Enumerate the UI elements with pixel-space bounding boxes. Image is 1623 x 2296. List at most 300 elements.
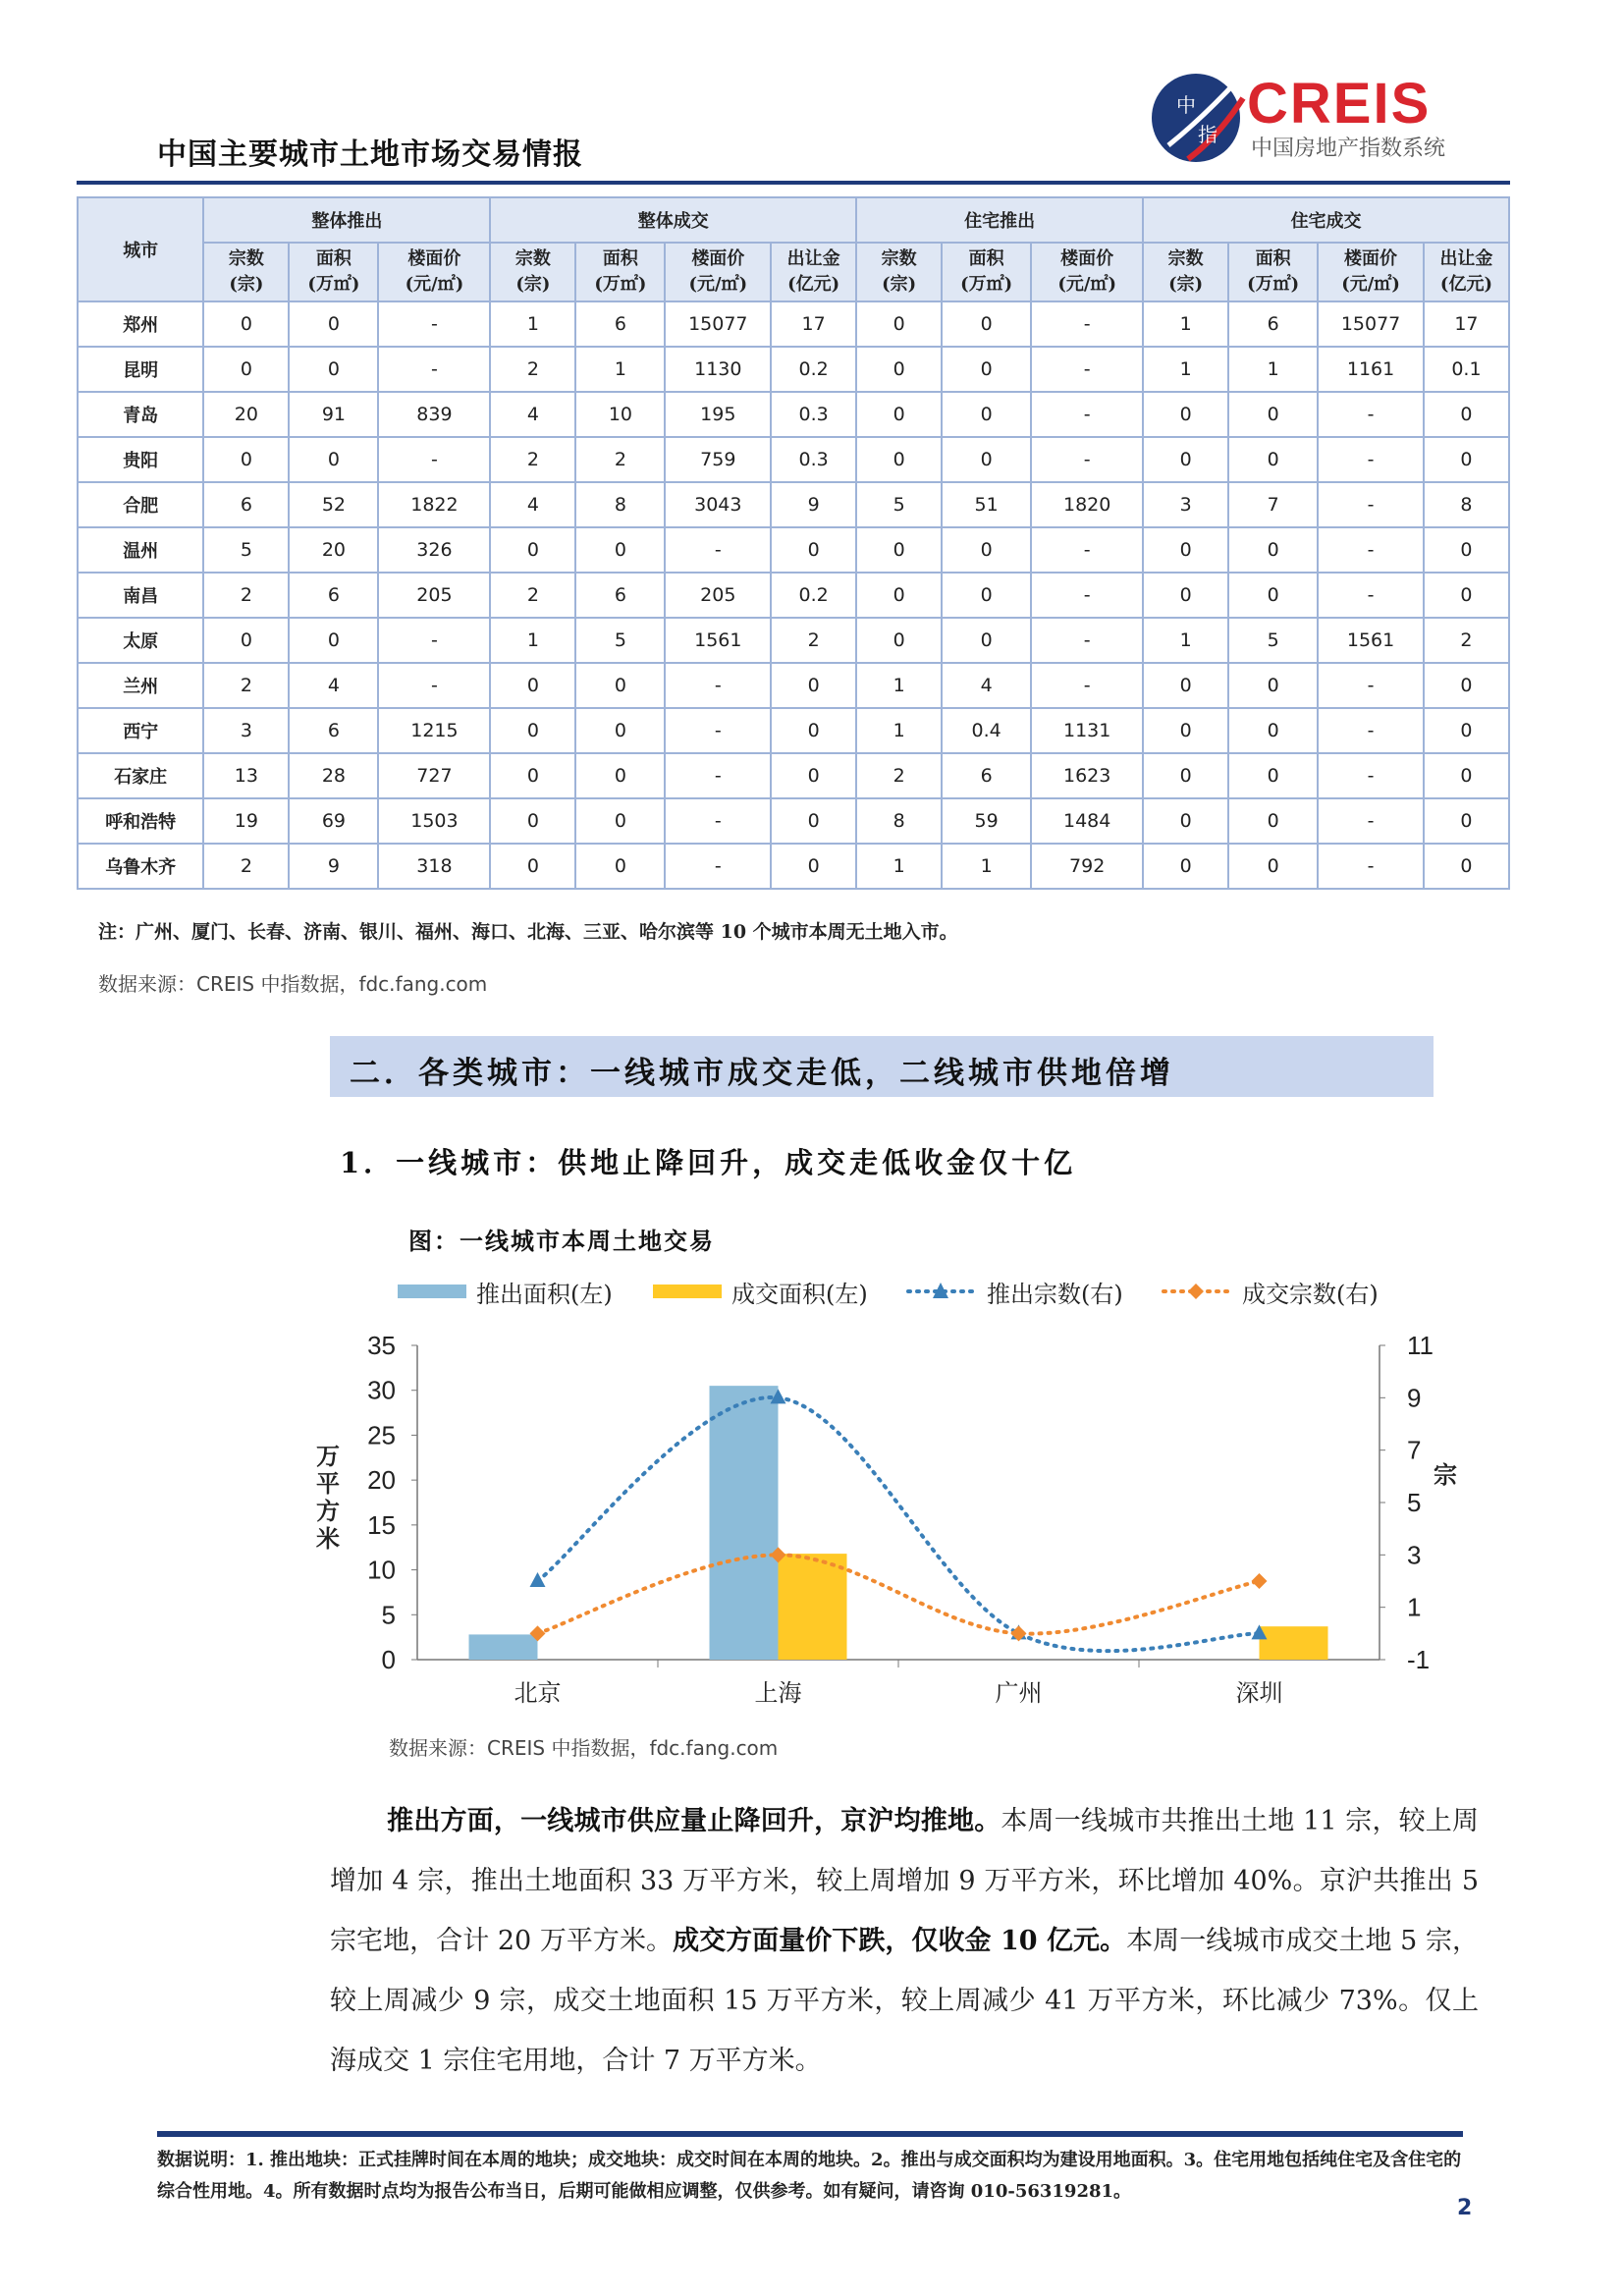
table-cell: 3 [203, 708, 289, 753]
city-cell: 温州 [78, 527, 203, 573]
column-header [1318, 243, 1424, 301]
table-cell: 6 [289, 708, 378, 753]
table-cell: 0 [1143, 753, 1228, 798]
table-cell: 4 [942, 663, 1031, 708]
table-source: 数据来源：CREIS 中指数据，fdc.fang.com [98, 972, 488, 996]
right-tick-label: 1 [1407, 1592, 1422, 1622]
city-cell: 兰州 [78, 663, 203, 708]
table-cell: 1 [942, 844, 1031, 889]
city-cell: 西宁 [78, 708, 203, 753]
table-cell: 4 [490, 482, 575, 527]
left-tick-label: 30 [367, 1375, 396, 1405]
table-cell: - [665, 527, 771, 573]
table-cell: 28 [289, 753, 378, 798]
column-header [771, 243, 856, 301]
city-land-table [77, 196, 1510, 890]
table-cell: 8 [1424, 482, 1509, 527]
table-cell: - [378, 663, 490, 708]
table-cell: 0 [1143, 392, 1228, 437]
table-row [78, 844, 1509, 889]
column-header-unit: (宗) [1168, 274, 1204, 295]
city-cell: 青岛 [78, 392, 203, 437]
table-cell: 0 [1424, 527, 1509, 573]
table-cell: 1 [490, 301, 575, 347]
table-cell: 0 [490, 527, 575, 573]
column-header-unit: (元/㎡) [688, 274, 748, 295]
table-cell: 1161 [1318, 347, 1424, 392]
table-cell: 0 [575, 708, 665, 753]
table-cell: 759 [665, 437, 771, 482]
table-cell: 0 [771, 798, 856, 844]
table-cell: 0 [1143, 573, 1228, 618]
table-cell: 2 [771, 618, 856, 663]
city-cell: 石家庄 [78, 753, 203, 798]
table-cell: 52 [289, 482, 378, 527]
bar-transacted-area [1260, 1626, 1328, 1660]
table-cell: - [665, 753, 771, 798]
group-header: 住宅推出 [856, 197, 1143, 243]
column-header-label: 楼面价 [691, 248, 745, 269]
table-cell: 0 [1228, 437, 1318, 482]
table-cell: 6 [289, 573, 378, 618]
column-header-label: 楼面价 [1060, 248, 1114, 269]
left-tick-label: 5 [381, 1600, 396, 1630]
table-cell: 59 [942, 798, 1031, 844]
table-cell: 0 [289, 618, 378, 663]
table-cell: 91 [289, 392, 378, 437]
table-row [78, 437, 1509, 482]
table-row [78, 527, 1509, 573]
table-cell: 6 [575, 573, 665, 618]
table-cell: 0 [1143, 527, 1228, 573]
table-cell: - [1318, 663, 1424, 708]
body-paragraph [330, 1791, 1479, 2091]
table-cell: 0 [942, 618, 1031, 663]
table-cell: 1 [856, 708, 942, 753]
group-header: 整体成交 [490, 197, 856, 243]
x-tick-label: 上海 [754, 1679, 802, 1707]
column-header-label: 宗数 [881, 248, 917, 269]
table-cell: 1 [490, 618, 575, 663]
table-cell: 1561 [665, 618, 771, 663]
table-cell: 2 [856, 753, 942, 798]
table-cell: 0 [1228, 708, 1318, 753]
table-cell: 0.3 [771, 437, 856, 482]
table-cell: 727 [378, 753, 490, 798]
table-cell: - [1031, 437, 1143, 482]
table-cell: 2 [203, 844, 289, 889]
table-cell: 1 [856, 844, 942, 889]
group-header: 住宅成交 [1143, 197, 1509, 243]
table-cell: 0 [490, 663, 575, 708]
table-cell: 4 [289, 663, 378, 708]
first-tier-land-chart [295, 1267, 1457, 1719]
table-cell: 2 [575, 437, 665, 482]
table-cell: - [1031, 618, 1143, 663]
table-cell: 0 [1424, 798, 1509, 844]
table-cell: - [1318, 753, 1424, 798]
column-header-unit: (万㎡) [594, 274, 647, 295]
table-cell: 3043 [665, 482, 771, 527]
table-cell: 0.4 [942, 708, 1031, 753]
column-header-label: 楼面价 [1344, 248, 1398, 269]
table-cell: 5 [856, 482, 942, 527]
column-header-label: 楼面价 [407, 248, 461, 269]
table-cell: 10 [575, 392, 665, 437]
column-header-label: 面积 [1255, 248, 1291, 269]
table-cell: 1503 [378, 798, 490, 844]
table-cell: 6 [575, 301, 665, 347]
table-cell: 326 [378, 527, 490, 573]
table-note: 注：广州、厦门、长春、济南、银川、福州、海口、北海、三亚、哈尔滨等 10 个城市本周无土地入市。 [98, 921, 958, 943]
right-tick-label: -1 [1407, 1645, 1431, 1674]
left-axis-label: 万平方米 [311, 1444, 341, 1554]
table-cell: - [1031, 573, 1143, 618]
table-row [78, 482, 1509, 527]
column-header [856, 243, 942, 301]
table-cell: 1484 [1031, 798, 1143, 844]
table-cell: 0 [203, 301, 289, 347]
table-cell: 0.1 [1424, 347, 1509, 392]
table-cell: - [1318, 798, 1424, 844]
column-header-unit: (宗) [882, 274, 917, 295]
table-row [78, 573, 1509, 618]
left-tick-label: 10 [367, 1555, 396, 1585]
right-tick-label: 3 [1407, 1540, 1422, 1570]
table-row [78, 708, 1509, 753]
footer-note: 数据说明：1. 推出地块：正式挂牌时间在本周的地块；成交地块：成交时间在本周的地块。2。推出与成交面积均为建设用地面积。3。住宅用地包括纯住宅及含住宅的综合性用地。4。所有数据时点均为报告公布当日，后期可能做相应调整，仅供参考。如有疑问，请咨询 010-56319281。 [157, 2150, 1462, 2202]
table-cell: 0 [490, 708, 575, 753]
table-cell: 0 [1228, 663, 1318, 708]
legend-swatch [653, 1285, 722, 1298]
left-tick-label: 15 [367, 1509, 396, 1540]
table-cell: 5 [575, 618, 665, 663]
table-cell: 6 [203, 482, 289, 527]
table-row [78, 347, 1509, 392]
column-header-label: 出让金 [786, 248, 840, 269]
column-header-label: 出让金 [1439, 248, 1493, 269]
table-cell: - [665, 708, 771, 753]
diamond-marker [1252, 1573, 1268, 1589]
table-row [78, 753, 1509, 798]
column-header [575, 243, 665, 301]
column-header [203, 243, 289, 301]
table-cell: 8 [856, 798, 942, 844]
legend-label: 成交面积(左) [731, 1281, 868, 1308]
table-cell: 15077 [665, 301, 771, 347]
table-cell: 0 [771, 663, 856, 708]
column-header [378, 243, 490, 301]
column-header-label: 宗数 [1167, 248, 1204, 269]
logo-glyph-2: 指 [1198, 123, 1217, 146]
table-row [78, 663, 1509, 708]
chart-source: 数据来源：CREIS 中指数据，fdc.fang.com [389, 1736, 779, 1760]
city-cell: 南昌 [78, 573, 203, 618]
table-cell: 0 [856, 437, 942, 482]
table-cell: 1822 [378, 482, 490, 527]
table-cell: 17 [771, 301, 856, 347]
table-cell: 2 [490, 573, 575, 618]
table-cell: - [665, 844, 771, 889]
table-cell: 0 [289, 301, 378, 347]
table-cell: 0 [203, 437, 289, 482]
report-title: 中国主要城市土地市场交易情报 [157, 137, 583, 172]
column-header-unit: (元/㎡) [1057, 274, 1116, 295]
table-cell: 2 [203, 663, 289, 708]
table-cell: 3 [1143, 482, 1228, 527]
table-cell: 1561 [1318, 618, 1424, 663]
table-cell: 0.2 [771, 347, 856, 392]
city-cell: 合肥 [78, 482, 203, 527]
table-cell: 4 [490, 392, 575, 437]
table-cell: 0 [575, 844, 665, 889]
column-header-unit: (万㎡) [960, 274, 1013, 295]
column-header-unit: (万㎡) [307, 274, 360, 295]
table-cell: 205 [665, 573, 771, 618]
table-cell: 0 [1143, 708, 1228, 753]
column-header-unit: (亿元) [787, 274, 840, 295]
table-cell: 0 [942, 347, 1031, 392]
header-divider [77, 181, 1510, 185]
column-header [289, 243, 378, 301]
left-tick-label: 35 [367, 1331, 396, 1360]
column-header-unit: (亿元) [1439, 274, 1492, 295]
table-cell: 20 [289, 527, 378, 573]
city-header: 城市 [78, 197, 203, 301]
table-cell: 1 [1143, 301, 1228, 347]
table-cell: 0 [289, 437, 378, 482]
table-cell: - [1318, 482, 1424, 527]
table-row [78, 618, 1509, 663]
table-cell: 15077 [1318, 301, 1424, 347]
column-header-label: 宗数 [514, 248, 551, 269]
table-cell: 0 [856, 618, 942, 663]
table-cell: 0 [1424, 753, 1509, 798]
table-cell: 2 [1424, 618, 1509, 663]
table-cell: 13 [203, 753, 289, 798]
table-cell: 6 [942, 753, 1031, 798]
logo-subtitle: 中国房地产指数系统 [1251, 137, 1446, 161]
legend-marker [1188, 1284, 1204, 1299]
table-cell: - [378, 437, 490, 482]
table-cell: 205 [378, 573, 490, 618]
right-tick-label: 9 [1407, 1383, 1422, 1413]
table-cell: 792 [1031, 844, 1143, 889]
page-number: 2 [1457, 2196, 1473, 2220]
group-header: 整体推出 [203, 197, 490, 243]
table-cell: 0 [856, 527, 942, 573]
bar-launched-area [469, 1634, 538, 1660]
table-cell: 0 [771, 753, 856, 798]
table-cell: 5 [1228, 618, 1318, 663]
table-cell: 0 [575, 527, 665, 573]
table-cell: 1 [1228, 347, 1318, 392]
left-tick-label: 0 [381, 1645, 396, 1674]
column-header-unit: (宗) [515, 274, 551, 295]
table-cell: 0 [490, 753, 575, 798]
table-cell: 2 [490, 437, 575, 482]
table-cell: - [1318, 708, 1424, 753]
column-header [942, 243, 1031, 301]
table-cell: 20 [203, 392, 289, 437]
column-header [1031, 243, 1143, 301]
table-cell: - [1031, 347, 1143, 392]
table-cell: 0 [1228, 573, 1318, 618]
para-text-1: 本周一线城市共推出土地 11 宗，较上周增加 4 宗，推出土地面积 33 万平方米，较上周增加 9 万平方米，环比增加 40%。京沪共推出 5 宗宅地，合计 20 万平方米。 [330, 1806, 1479, 1956]
sub-title: 1．一线城市：供地止降回升，成交走低收金仅十亿 [340, 1146, 1077, 1179]
table-cell: - [1318, 392, 1424, 437]
table-cell: 0 [1424, 573, 1509, 618]
column-header [490, 243, 575, 301]
table-cell: 0 [203, 618, 289, 663]
table-cell: 9 [771, 482, 856, 527]
table-cell: 2 [490, 347, 575, 392]
left-tick-label: 25 [367, 1420, 396, 1450]
table-cell: 0 [1143, 844, 1228, 889]
city-cell: 呼和浩特 [78, 798, 203, 844]
column-header-unit: (元/㎡) [1341, 274, 1400, 295]
table-cell: 0 [1143, 798, 1228, 844]
table-cell: 0 [942, 301, 1031, 347]
x-tick-label: 深圳 [1235, 1679, 1283, 1707]
para-bold-1: 推出方面，一线城市供应量止降回升，京沪均推地。 [387, 1806, 1001, 1836]
table-cell: 0 [490, 798, 575, 844]
para-bold-2: 成交方面量价下跌，仅收金 10 亿元。 [673, 1926, 1127, 1956]
table-cell: 0 [575, 663, 665, 708]
table-cell: - [1031, 663, 1143, 708]
table-cell: 5 [203, 527, 289, 573]
table-cell: 19 [203, 798, 289, 844]
table-cell: 0 [771, 708, 856, 753]
table-cell: 0 [856, 301, 942, 347]
creis-logo [1149, 67, 1473, 175]
table-cell: 1130 [665, 347, 771, 392]
figure-title: 图：一线城市本周土地交易 [408, 1227, 715, 1255]
right-tick-label: 5 [1407, 1488, 1422, 1517]
table-cell: 0 [1424, 437, 1509, 482]
right-tick-label: 11 [1407, 1331, 1434, 1360]
table-row [78, 301, 1509, 347]
bar-transacted-area [779, 1554, 847, 1660]
table-cell: 69 [289, 798, 378, 844]
column-header [1143, 243, 1228, 301]
column-header-label: 面积 [968, 248, 1004, 269]
table-cell: 1623 [1031, 753, 1143, 798]
table-row [78, 392, 1509, 437]
table-cell: 0 [1424, 663, 1509, 708]
table-cell: 6 [1228, 301, 1318, 347]
table-cell: 0 [856, 573, 942, 618]
column-header [1424, 243, 1509, 301]
table-cell: 0 [942, 392, 1031, 437]
table-cell: - [378, 347, 490, 392]
table-cell: - [1318, 437, 1424, 482]
table-row [78, 798, 1509, 844]
table-cell: 0 [771, 844, 856, 889]
table-cell: - [1031, 392, 1143, 437]
left-tick-label: 20 [367, 1465, 396, 1496]
column-header-label: 面积 [602, 248, 638, 269]
table-cell: 1820 [1031, 482, 1143, 527]
table-cell: 0 [856, 347, 942, 392]
column-header-unit: (元/㎡) [405, 274, 464, 295]
table-cell: - [378, 301, 490, 347]
section-title: 二．各类城市：一线城市成交走低，二线城市供地倍增 [350, 1056, 1174, 1091]
table-cell: 0 [575, 798, 665, 844]
table-cell: - [665, 663, 771, 708]
table-cell: 0 [1143, 663, 1228, 708]
table-cell: - [1318, 527, 1424, 573]
x-tick-label: 广州 [995, 1679, 1043, 1707]
city-cell: 乌鲁木齐 [78, 844, 203, 889]
creis-logo-icon [1149, 69, 1247, 167]
table-cell: 1131 [1031, 708, 1143, 753]
column-header [1228, 243, 1318, 301]
column-header-label: 宗数 [228, 248, 264, 269]
legend-swatch [398, 1285, 466, 1298]
table-cell: 0 [490, 844, 575, 889]
table-cell: 0 [289, 347, 378, 392]
table-cell: - [1031, 301, 1143, 347]
table-cell: 1 [1143, 618, 1228, 663]
table-cell: 0 [1228, 844, 1318, 889]
table-cell: 0 [771, 527, 856, 573]
table-cell: 839 [378, 392, 490, 437]
city-cell: 郑州 [78, 301, 203, 347]
legend-label: 推出宗数(右) [987, 1281, 1123, 1308]
table-cell: 1 [1143, 347, 1228, 392]
column-header-label: 面积 [315, 248, 352, 269]
table-cell: 0 [942, 573, 1031, 618]
table-cell: 0 [856, 392, 942, 437]
column-header [665, 243, 771, 301]
table-cell: 0 [1424, 392, 1509, 437]
table-cell: 0 [1424, 844, 1509, 889]
table-cell: 51 [942, 482, 1031, 527]
table-cell: 0.3 [771, 392, 856, 437]
table-cell: 0 [203, 347, 289, 392]
table-cell: 0 [1424, 708, 1509, 753]
table-cell: 17 [1424, 301, 1509, 347]
table-cell: 0 [1228, 392, 1318, 437]
table-cell: 0 [1228, 527, 1318, 573]
footer-divider [157, 2131, 1463, 2137]
column-header-unit: (万㎡) [1247, 274, 1300, 295]
table-cell: 0 [942, 437, 1031, 482]
table-cell: 2 [203, 573, 289, 618]
logo-wordmark: CREIS [1247, 72, 1432, 136]
table-cell: 0 [942, 527, 1031, 573]
table-cell: 195 [665, 392, 771, 437]
series-line-transacted-count [538, 1555, 1260, 1633]
para-text-2: 本周一线城市成交土地 5 宗，较上周减少 9 宗，成交土地面积 15 万平方米，较上周减少 41 万平方米，环比减少 73%。仅上海成交 1 宗住宅用地，合计 7 万平方米。 [330, 1926, 1480, 2076]
logo-glyph-1: 中 [1176, 93, 1196, 117]
table-cell: - [1031, 527, 1143, 573]
bar-launched-area [710, 1386, 779, 1660]
x-tick-label: 北京 [514, 1679, 562, 1707]
table-cell: 0 [1228, 753, 1318, 798]
table-cell: 1 [856, 663, 942, 708]
table-cell: 0 [1143, 437, 1228, 482]
table-cell: 9 [289, 844, 378, 889]
table-cell: 0.2 [771, 573, 856, 618]
table-cell: 8 [575, 482, 665, 527]
column-header-unit: (宗) [229, 274, 264, 295]
table-cell: 1 [575, 347, 665, 392]
section-bar [330, 1036, 1434, 1097]
table-cell: 0 [1228, 798, 1318, 844]
table-cell: - [1318, 844, 1424, 889]
